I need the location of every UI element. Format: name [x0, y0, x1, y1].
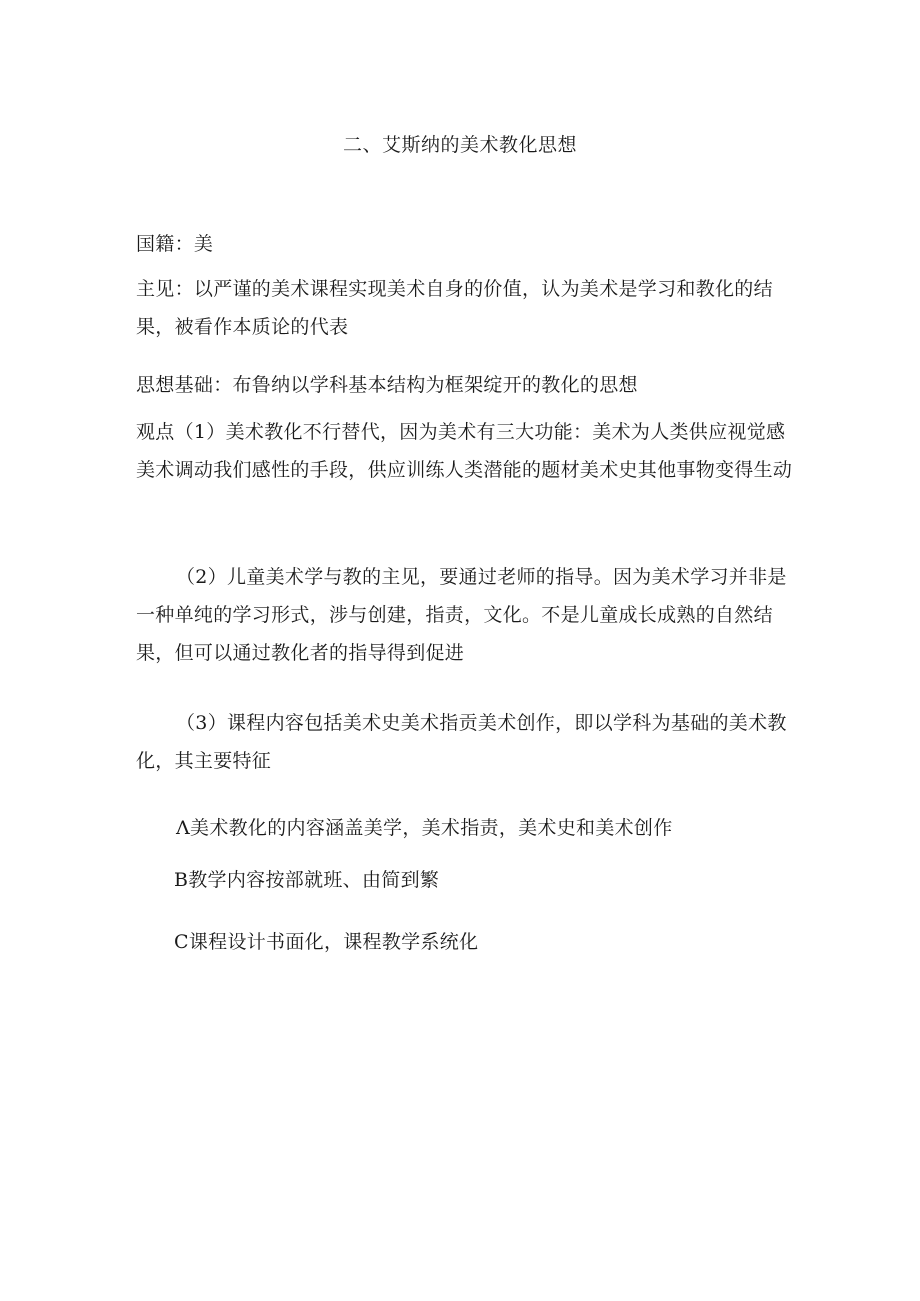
feature-c-line: C课程设计书面化，课程教学系统化: [174, 931, 479, 953]
basis-paragraph: 思想基础：布鲁纳以学科基本结构为框架绽开的教化的思想: [136, 374, 638, 396]
point-2-paragraph: （2）儿童美术学与教的主见，要通过老师的指导。因为美术学习并非是一种单纯的学习形式，涉与创建，指责，文化。不是儿童成长成熟的自然结果，但可以通过教化者的指导得到促进: [136, 566, 787, 664]
document-title: 二、艾斯纳的美术教化思想: [342, 134, 577, 156]
feature-b-line: B教学内容按部就班、由简到繁: [174, 869, 440, 891]
nationality-line: 国籍：美: [136, 233, 214, 255]
view-paragraph: 主见：以严谨的美术课程实现美术自身的价值，认为美术是学习和教化的结果，被看作本质论的代表: [136, 278, 773, 338]
feature-a-line: Λ美术教化的内容涵盖美学，美术指责，美术史和美术创作: [176, 817, 673, 839]
point-1-paragraph: 观点（1）美术教化不行替代，因为美术有三大功能：美术为人类供应视觉感美术调动我们感性的手段，供应训练人类潜能的题材美术史其他事物变得生动: [136, 421, 793, 481]
point-3-paragraph: （3）课程内容包括美术史美术指贡美术创作，即以学科为基础的美术教化，其主要特征: [136, 712, 787, 772]
